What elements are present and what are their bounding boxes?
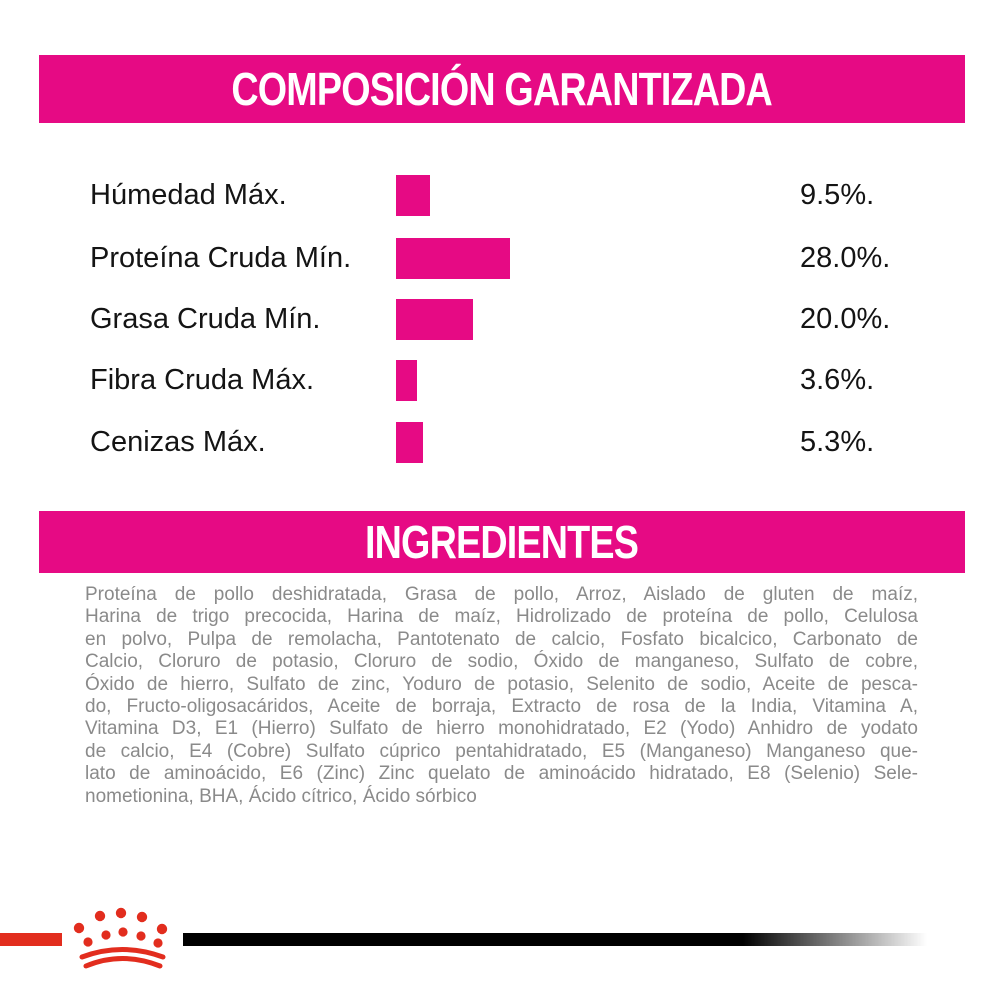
ingredients-text — [85, 584, 918, 808]
ingredients-title: INGREDIENTES — [365, 516, 639, 568]
nutrient-value: 28.0%. — [800, 242, 891, 274]
ingredients-line: Óxido de hierro, Sulfato de zinc, Yoduro de potasio, Selenito de sodio, Aceite de pesca- — [85, 673, 918, 695]
ingredients-line: lato de aminoácido, E6 (Zinc) Zinc quelato de aminoácido hidratado, E8 (Selenio) Sele- — [85, 763, 918, 785]
nutrient-row — [0, 299, 1000, 340]
nutrient-label: Cenizas Máx. — [90, 426, 266, 458]
nutrient-row — [0, 238, 1000, 279]
ingredients-line: Vitamina D3, E1 (Hierro) Sulfato de hierro monohidratado, E2 (Yodo) Anhidro de yodato — [85, 718, 918, 740]
divider-line-right — [183, 933, 950, 946]
nutrient-bar — [396, 422, 423, 463]
nutrient-bar — [396, 175, 430, 216]
nutrient-value: 9.5%. — [800, 179, 875, 211]
nutrient-label: Húmedad Máx. — [90, 179, 287, 211]
ingredients-line: en polvo, Pulpa de remolacha, Pantotenato de calcio, Fosfato bicalcico, Carbonato de — [85, 628, 918, 650]
nutrient-bar — [396, 238, 510, 279]
nutrient-label: Proteína Cruda Mín. — [90, 242, 352, 274]
footer-divider-and-logo — [0, 900, 1000, 996]
divider-line-left — [0, 933, 62, 946]
nutrient-label: Grasa Cruda Mín. — [90, 303, 321, 335]
composition-title: COMPOSICIÓN GARANTIZADA — [231, 63, 773, 115]
nutrient-bar — [396, 360, 417, 401]
nutrient-row — [0, 422, 1000, 463]
ingredients-line: do, Fructo-oligosacáridos, Aceite de borraja, Extracto de rosa de la India, Vitamina A, — [85, 695, 918, 717]
ingredients-line: Calcio, Cloruro de potasio, Cloruro de sodio, Óxido de manganeso, Sulfato de cobre, — [85, 651, 918, 673]
nutrient-row — [0, 175, 1000, 216]
ingredients-line: de calcio, E4 (Cobre) Sulfato cúprico pentahidratado, E5 (Manganeso) Manganeso que- — [85, 740, 918, 762]
ingredients-line: Harina de trigo precocida, Harina de maíz, Hidrolizado de proteína de pollo, Celulosa — [85, 606, 918, 628]
ingredients-line: nometionina, BHA, Ácido cítrico, Ácido sórbico — [85, 785, 477, 807]
nutrient-label: Fibra Cruda Máx. — [90, 364, 315, 396]
nutrient-row — [0, 360, 1000, 401]
ingredients-line: Proteína de pollo deshidratada, Grasa de pollo, Arroz, Aislado de gluten de maíz, — [85, 584, 918, 605]
nutrient-bar — [396, 299, 473, 340]
ingredients-banner — [39, 511, 965, 573]
nutrient-value: 20.0%. — [800, 303, 891, 335]
nutrient-value: 5.3%. — [800, 426, 875, 458]
royal-canin-crown-logo-icon — [74, 908, 167, 966]
nutrient-value: 3.6%. — [800, 364, 875, 396]
